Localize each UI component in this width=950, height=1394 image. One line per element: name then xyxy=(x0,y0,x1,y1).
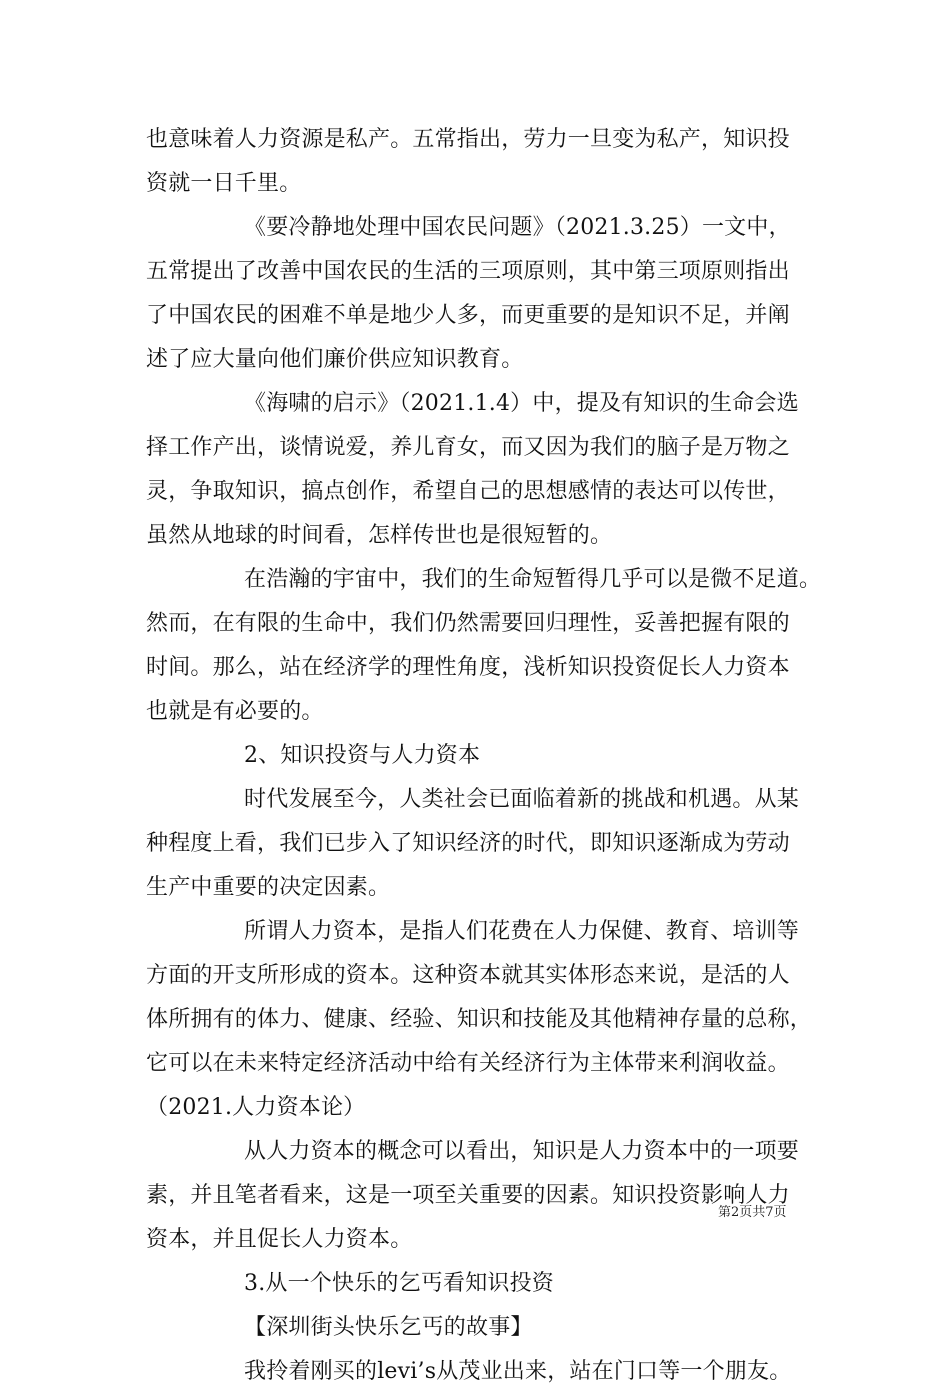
text-line: 然而，在有限的生命中，我们仍然需要回归理性，妥善把握有限的 xyxy=(146,611,790,636)
text-line: 我拎着刚买的levi’s从茂业出来，站在门口等一个朋友。 xyxy=(244,1359,792,1384)
text-line: 也意味着人力资源是私产。五常指出，劳力一旦变为私产，知识投 xyxy=(146,127,790,152)
text-line: 体所拥有的体力、健康、经验、知识和技能及其他精神存量的总称， xyxy=(146,1007,813,1032)
text-line: 虽然从地球的时间看，怎样传世也是很短暂的。 xyxy=(146,523,613,548)
section-heading: 2、知识投资与人力资本 xyxy=(244,743,481,768)
text-line: 从人力资本的概念可以看出，知识是人力资本中的一项要 xyxy=(244,1139,800,1164)
text-line: 在浩瀚的宇宙中，我们的生命短暂得几乎可以是微不足道。 xyxy=(244,567,822,592)
story-title: 【深圳街头快乐乞丐的故事】 xyxy=(244,1315,533,1340)
text-line: 述了应大量向他们廉价供应知识教育。 xyxy=(146,347,524,372)
text-line: 资就一日千里。 xyxy=(146,171,302,196)
text-line: 生产中重要的决定因素。 xyxy=(146,875,391,900)
text-line: 素，并且笔者看来，这是一项至关重要的因素。知识投资影响人力 xyxy=(146,1183,790,1208)
text-line: 方面的开支所形成的资本。这种资本就其实体形态来说，是活的人 xyxy=(146,963,790,988)
text-line: 资本，并且促长人力资本。 xyxy=(146,1227,413,1252)
text-line: 时代发展至今，人类社会已面临着新的挑战和机遇。从某 xyxy=(244,787,800,812)
body-text xyxy=(146,118,826,1394)
text-line: 也就是有必要的。 xyxy=(146,699,324,724)
text-line: 灵，争取知识，搞点创作，希望自己的思想感情的表达可以传世， xyxy=(146,479,790,504)
text-line: 择工作产出，谈情说爱，养儿育女，而又因为我们的脑子是万物之 xyxy=(146,435,790,460)
text-line: 《要冷静地处理中国农民问题》（2021.3.25）一文中， xyxy=(244,215,791,240)
page-number-footer: 第2页共7页 xyxy=(718,1205,787,1220)
text-line: 它可以在未来特定经济活动中给有关经济行为主体带来利润收益。 xyxy=(146,1051,790,1076)
text-line: 时间。那么，站在经济学的理性角度，浅析知识投资促长人力资本 xyxy=(146,655,790,680)
text-line: 《海啸的启示》（2021.1.4）中，提及有知识的生命会选 xyxy=(244,391,799,416)
citation-line: （2021.人力资本论） xyxy=(146,1095,366,1120)
text-line: 所谓人力资本，是指人们花费在人力保健、教育、培训等 xyxy=(244,919,800,944)
text-line: 五常提出了改善中国农民的生活的三项原则，其中第三项原则指出 xyxy=(146,259,790,284)
text-line: 了中国农民的困难不单是地少人多，而更重要的是知识不足，并阐 xyxy=(146,303,790,328)
text-line: 种程度上看，我们已步入了知识经济的时代，即知识逐渐成为劳动 xyxy=(146,831,790,856)
section-heading: 3.从一个快乐的乞丐看知识投资 xyxy=(244,1271,554,1296)
